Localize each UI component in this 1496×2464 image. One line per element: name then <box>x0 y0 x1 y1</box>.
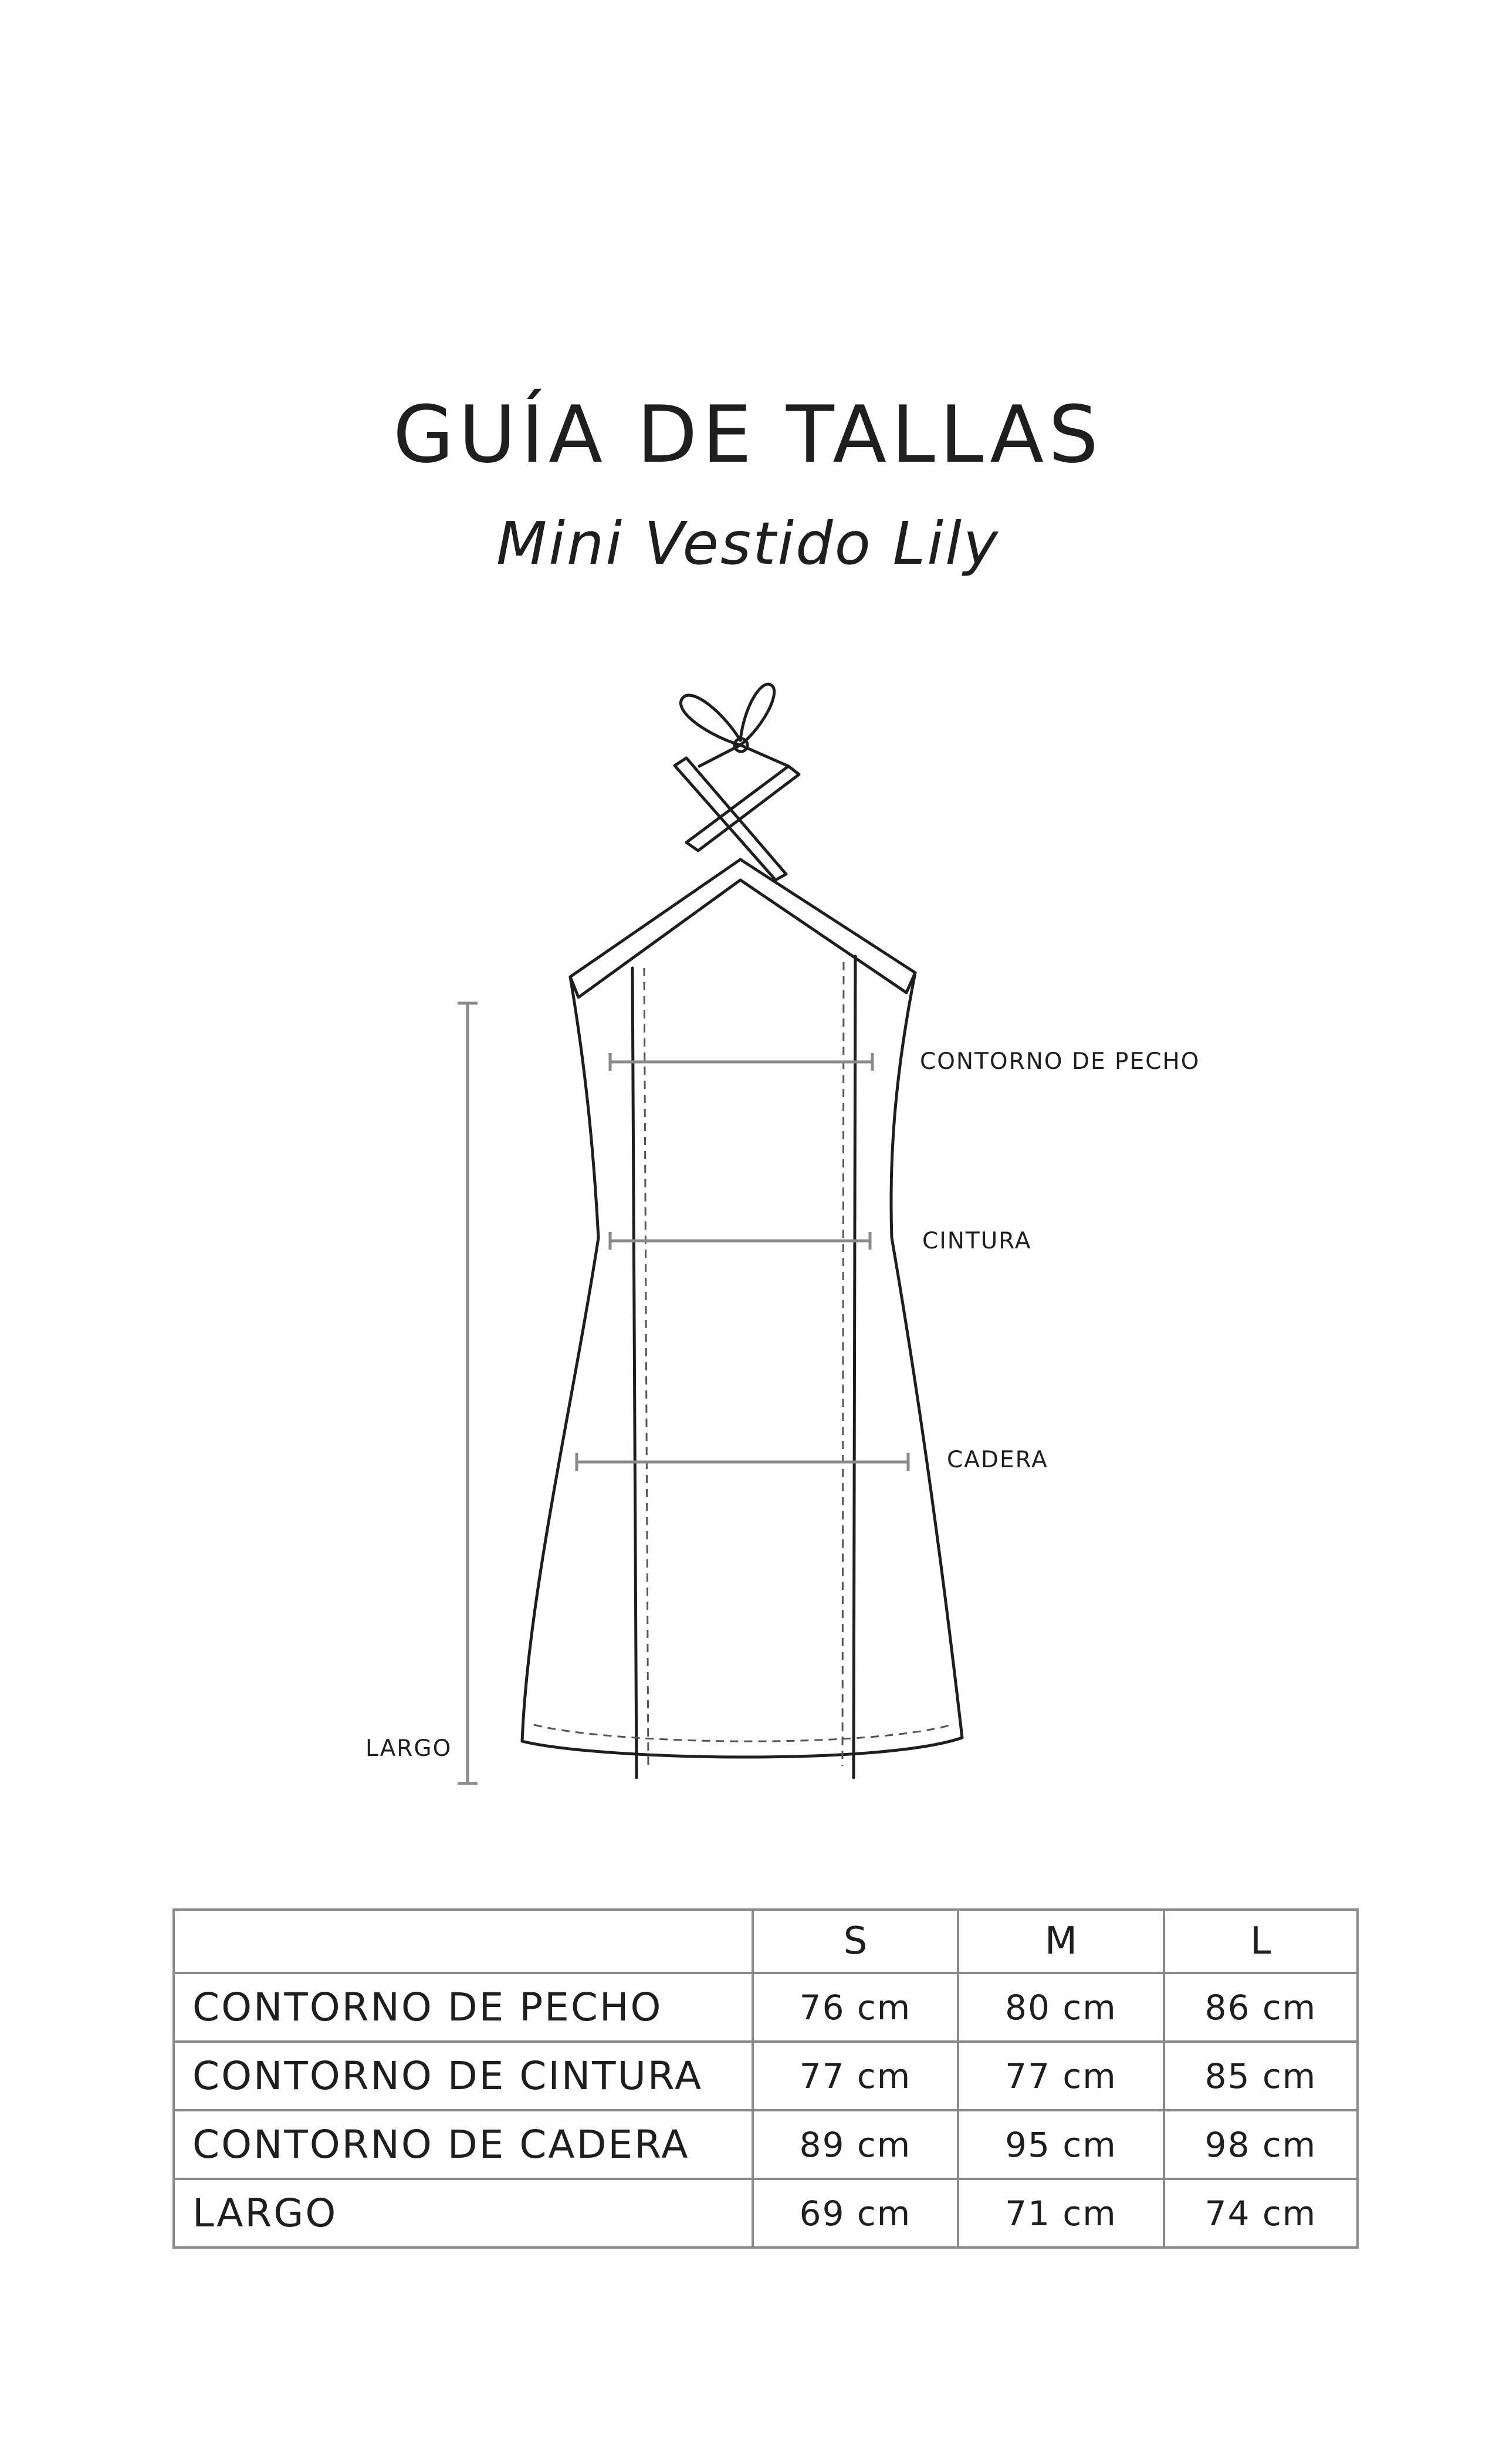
stitch-left <box>644 968 648 1766</box>
length-label: LARGO <box>365 1735 452 1762</box>
hip-measure-line <box>577 1453 908 1471</box>
bust-label: CONTORNO DE PECHO <box>920 1048 1200 1075</box>
seam-left <box>632 968 637 1778</box>
length-measure-line <box>458 1003 478 1783</box>
stitch-hem <box>534 1725 952 1741</box>
cell-value: 76 cm <box>753 1973 958 2042</box>
row-label: LARGO <box>174 2179 753 2248</box>
dress-outline <box>522 973 962 1757</box>
cell-value: 95 cm <box>958 2110 1164 2179</box>
cell-value: 98 cm <box>1164 2110 1358 2179</box>
table-corner-cell <box>174 1910 753 1973</box>
row-label: CONTORNO DE PECHO <box>174 1973 753 2042</box>
cell-value: 80 cm <box>958 1973 1164 2042</box>
cell-value: 86 cm <box>1164 1973 1358 2042</box>
seam-right <box>854 956 855 1778</box>
cell-value: 85 cm <box>1164 2042 1358 2110</box>
bow-right-loop <box>740 684 774 745</box>
neckline-left <box>570 859 740 997</box>
page-title: GUÍA DE TALLAS <box>392 389 1104 480</box>
waist-measure-line <box>610 1232 870 1250</box>
size-s-header: S <box>753 1910 958 1973</box>
stitch-right <box>842 962 844 1766</box>
size-l-header: L <box>1164 1910 1358 1973</box>
product-name: Mini Vestido Lily <box>496 509 1000 578</box>
cell-value: 74 cm <box>1164 2179 1358 2248</box>
hip-label: CADERA <box>947 1447 1048 1473</box>
size-m-header: M <box>958 1910 1164 1973</box>
cell-value: 77 cm <box>753 2042 958 2110</box>
table-row <box>174 2179 1358 2248</box>
table-row <box>174 1973 1358 2042</box>
cell-value: 71 cm <box>958 2179 1164 2248</box>
bow-left-loop <box>681 695 740 745</box>
strap-left <box>675 758 786 880</box>
bust-measure-line <box>610 1053 872 1071</box>
size-table <box>172 1908 1359 2249</box>
table-row <box>174 2042 1358 2110</box>
row-label: CONTORNO DE CINTURA <box>174 2042 753 2110</box>
bow-tails <box>699 745 788 766</box>
cell-value: 89 cm <box>753 2110 958 2179</box>
table-header-row <box>174 1910 1358 1973</box>
cell-value: 69 cm <box>753 2179 958 2248</box>
cell-value: 77 cm <box>958 2042 1164 2110</box>
table-row <box>174 2110 1358 2179</box>
waist-label: CINTURA <box>922 1228 1032 1254</box>
row-label: CONTORNO DE CADERA <box>174 2110 753 2179</box>
neckline-right <box>740 859 915 993</box>
